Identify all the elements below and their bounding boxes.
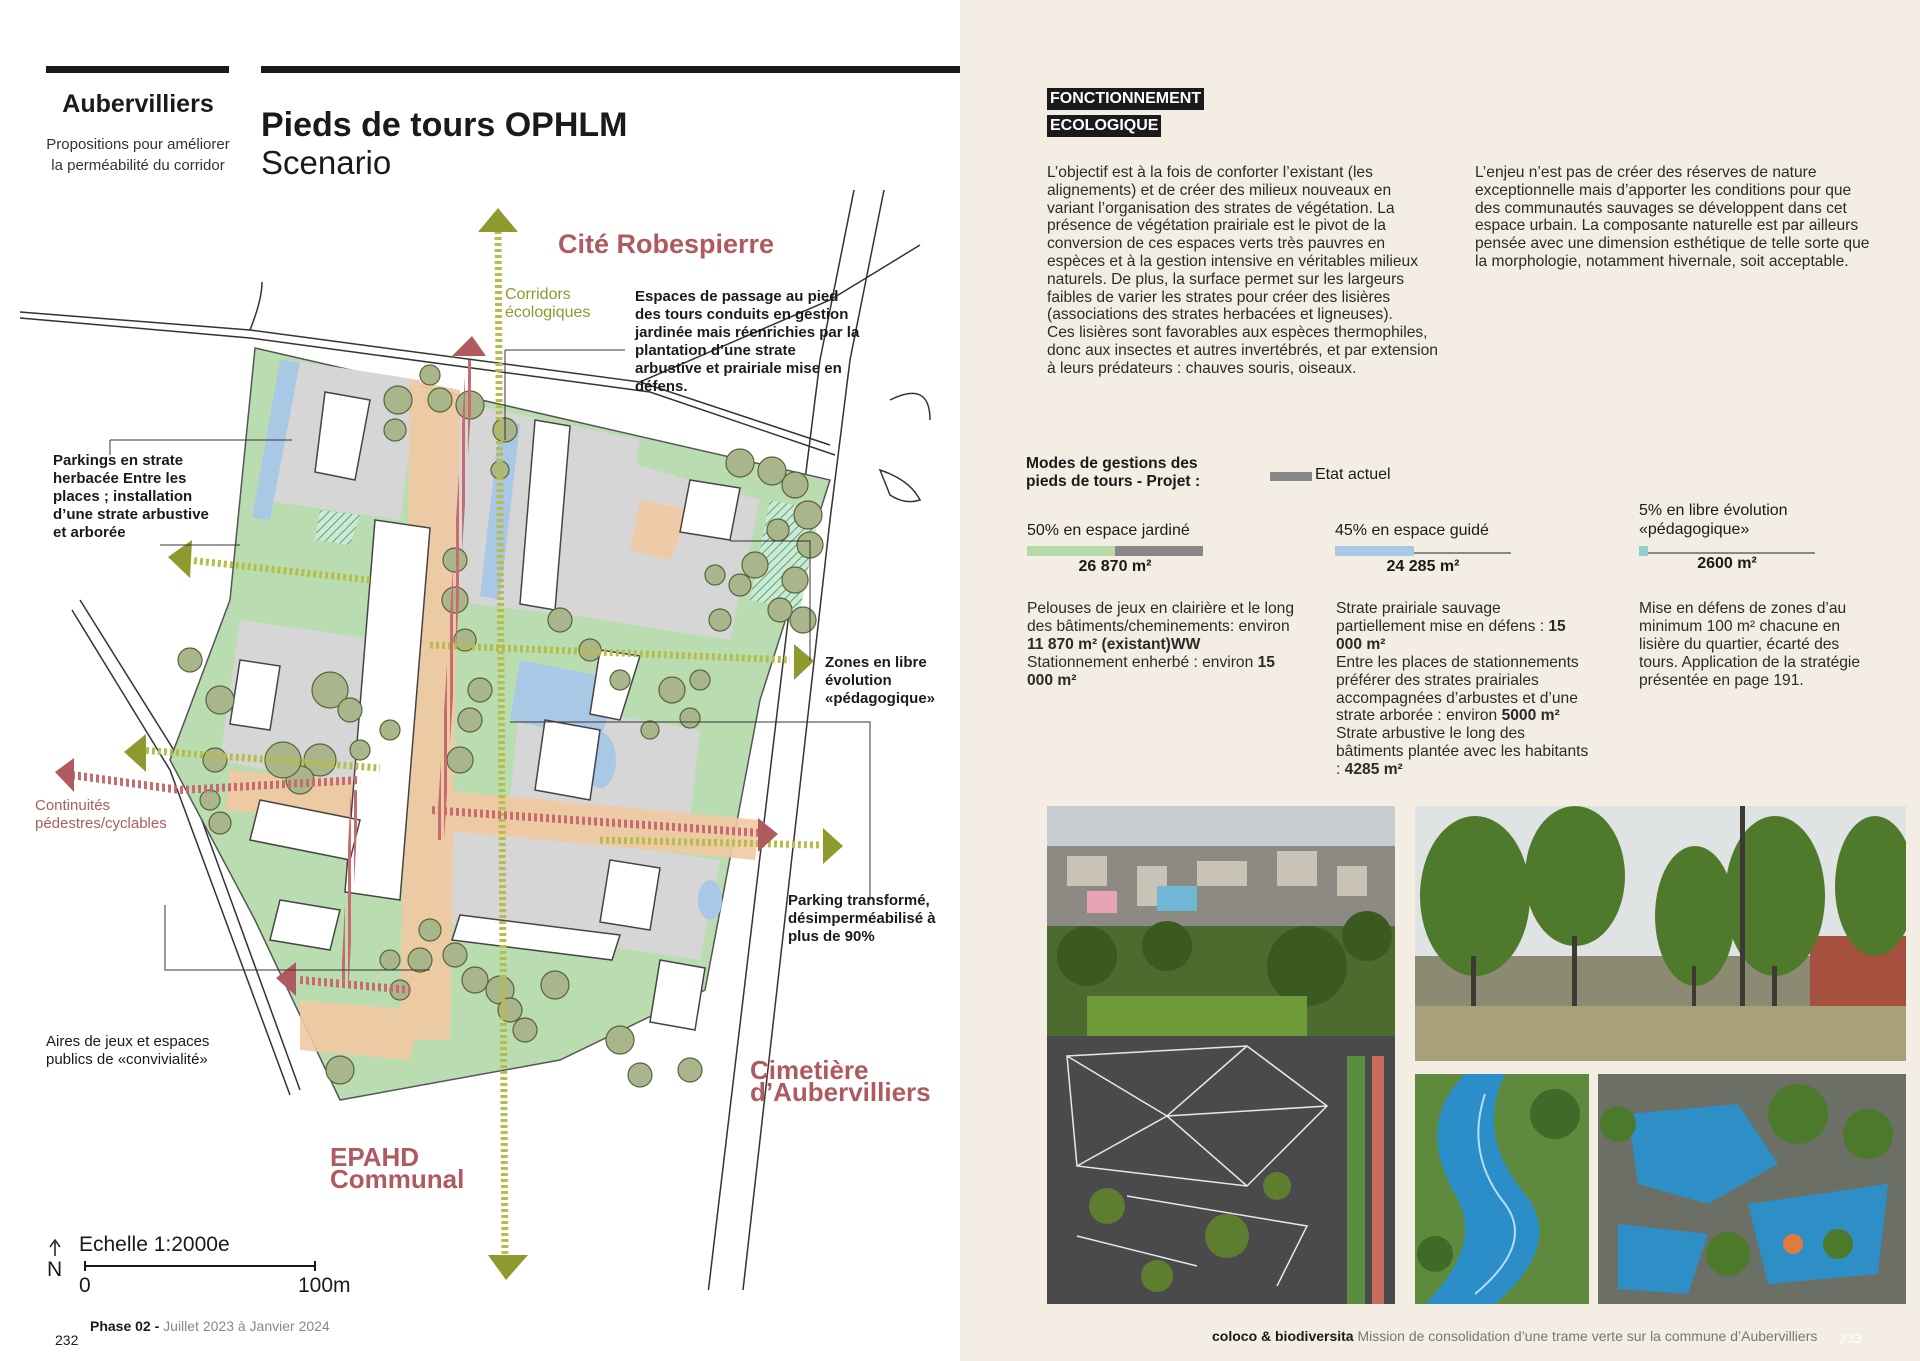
tree-mark [458,708,482,732]
tree-mark [742,552,768,578]
stat-1-head: 50% en espace jardiné [1027,522,1190,539]
stat-3-track [1639,552,1815,554]
tree-mark [380,950,400,970]
photo-blue-path [1415,1074,1589,1304]
label-epahd-2: Communal [330,1164,465,1194]
label-continuites: Continuités pédestres/cyclables [35,797,167,832]
stat-desc-part: 11 870 m² (existant)WW [1027,635,1201,653]
section-tag-line1: FONCTIONNEMENT [1047,88,1204,110]
tree-mark [265,742,301,778]
tree-mark [548,608,572,632]
stat-desc-part: Stationnement enherbé : environ [1027,653,1254,671]
footer-org: coloco & biodiversita [1212,1328,1354,1344]
tree-mark [610,670,630,690]
tree-mark [206,686,234,714]
tree-mark [782,567,808,593]
stat-1-bar-current [1115,546,1203,556]
stat-2-value: 24 285 m² [1386,558,1460,575]
tree-mark [350,740,370,760]
page-number-right: 233 [1839,1330,1863,1346]
tree-mark [726,449,754,477]
stat-desc-part: Pelouses de jeux en clairière et le long des bâtiments/cheminements: environ [1027,600,1294,635]
label-espaces-passage: Espaces de passage au pied des tours conduits en gestion jardinée mais réenrichies par la plantation d’une strate arbustive et prairiale mise en défens. [635,288,860,395]
top-rule-short [46,66,229,73]
tree-mark [447,747,473,773]
tree-mark [209,812,231,834]
stat-3-description [1639,600,1879,690]
tree-mark [790,607,816,633]
label-corridors: Corridors écologiques [505,286,591,321]
stat-1-bar [1027,546,1115,556]
page-title: Pieds de tours OPHLM [261,106,628,144]
tree-mark [641,721,659,739]
north-label: N [47,1258,63,1281]
tree-mark [338,698,362,722]
tree-mark [428,388,452,412]
aerial-photo-playground [1047,806,1395,1304]
stat-desc-part: Strate prairiale sauvage partiellement mise en défens : [1336,600,1549,635]
page-subtitle: Scenario [261,144,392,181]
top-rule-long [261,66,960,73]
scale-label: Echelle 1:2000e [79,1233,230,1256]
tree-mark [468,678,492,702]
paragraph-2: L’enjeu n’est pas de créer des réserves de nature exceptionnelle mais d’apporter les conditions pour que des communautés sauvages se développent dans cet espace urbain. La composante naturelle est par ailleurs pensée avec une dimension esthétique de telle sorte que la morphologie, notamment hivernale, soit acceptable. [1475,164,1870,270]
tree-mark [443,943,467,967]
tree-mark [384,419,406,441]
tree-mark [628,1063,652,1087]
tree-mark [680,708,700,728]
stat-2-description [1336,600,1591,779]
tree-mark [782,472,808,498]
tree-mark [384,386,412,414]
label-cimetiere-2: d’Aubervilliers [750,1077,931,1107]
stat-desc-part: 15 000 m² [1027,653,1275,689]
tree-mark [767,519,789,541]
label-zones-libre: Zones en libre évolution «pédagogique» [825,654,936,707]
section-tag-line2: ECOLOGIQUE [1047,115,1161,137]
tree-mark [678,1058,702,1082]
footer-right [1212,1328,1817,1344]
tree-mark [705,565,725,585]
city-name: Aubervilliers [62,90,214,118]
city-subtitle: Propositions pour améliorer la perméabilité du corridor [46,136,230,174]
tree-mark [408,948,432,972]
tree-mark [768,598,792,622]
tree-mark [420,365,440,385]
footer-mission: Mission de consolidation d’une trame verte sur la commune d’Aubervilliers [1357,1328,1818,1344]
modes-title: Modes de gestions des pieds de tours - Projet : [1026,455,1201,490]
label-cite-robespierre: Cité Robespierre [558,229,775,259]
footer-dates: Juillet 2023 à Janvier 2024 [163,1318,330,1334]
tree-mark [326,1056,354,1084]
tree-mark [606,1026,634,1054]
tree-mark [690,670,710,690]
legend-swatch-current [1270,472,1312,481]
tree-mark [541,971,569,999]
stat-1-description [1027,600,1297,690]
tree-mark [794,501,822,529]
tree-mark [729,574,751,596]
tree-mark [419,919,441,941]
stat-2-bar [1335,546,1414,556]
label-epahd-1: EPAHD [330,1142,420,1172]
legend-current-label: Etat actuel [1315,466,1391,483]
stat-3-value: 2600 m² [1697,555,1757,572]
tree-mark [491,461,509,479]
stat-desc-part: 15 000 m² [1336,617,1566,653]
tree-mark [178,648,202,672]
stat-1-value: 26 870 m² [1078,558,1152,575]
stat-3-head: 5% en libre évolution «pédagogique» [1639,502,1788,538]
stat-desc-part: 5000 m² [1501,707,1560,725]
footer-left [90,1318,330,1334]
page-number-left: 232 [55,1332,79,1348]
label-parkings: Parkings en strate herbacée Entre les places ; installation d’une strate arbustive et arborée [53,452,209,541]
tree-mark [200,790,220,810]
stat-2-head: 45% en espace guidé [1335,522,1489,539]
label-aires-jeux: Aires de jeux et espaces publics de «convivialité» [46,1033,210,1068]
photo-trees-meadow [1415,806,1906,1061]
photo-blue-playground [1598,1074,1906,1304]
stat-desc-part: 4285 m² [1344,761,1403,779]
stat-desc-part: Mise en défens de zones d’au minimum 100 m² chacune en lisière du quartier, écarté des tours. Application de la stratégie présentée en page 191. [1639,600,1861,689]
label-parking-transforme: Parking transformé, désimperméabilisé à plus de 90% [788,892,936,945]
tree-mark [462,967,488,993]
section-tag [1047,88,1204,142]
tree-mark [380,720,400,740]
tree-mark [709,609,731,631]
scale-start: 0 [79,1274,91,1297]
stat-desc-part: Entre les places de stationnements préférer des strates prairiales accompagnées d’arbustes et d’une strate arborée : environ [1336,653,1579,725]
stat-desc-part: Strate arbustive le long des bâtiments plantée avec les habitants : [1336,725,1589,779]
footer-phase: Phase 02 - [90,1318,160,1334]
label-cimetiere-1: Cimetière [750,1055,869,1085]
tree-mark [758,457,786,485]
tree-mark [659,677,685,703]
tree-mark [513,1018,537,1042]
paragraph-1: L’objectif est à la fois de conforter l’existant (les alignements) et de créer des milieux nouveaux en variant l’organisation des strates de végétation. La présence de végétation prairiale est le pivot de la conversion de ces espaces verts très pauvres en espèces et à la gestion intensive en véritables milieux naturels. De plus, la surface permet sur les largeurs faibles de varier les strates pour créer des lisières (associations des strates herbacées et ligneuses). Ces lisières sont favorables aux espèces thermophiles, donc aux insectes et autres invertébrés, et par extension à leurs prédateurs : chauves souris, oiseaux. [1047,164,1438,377]
scale-end: 100m [298,1274,351,1297]
